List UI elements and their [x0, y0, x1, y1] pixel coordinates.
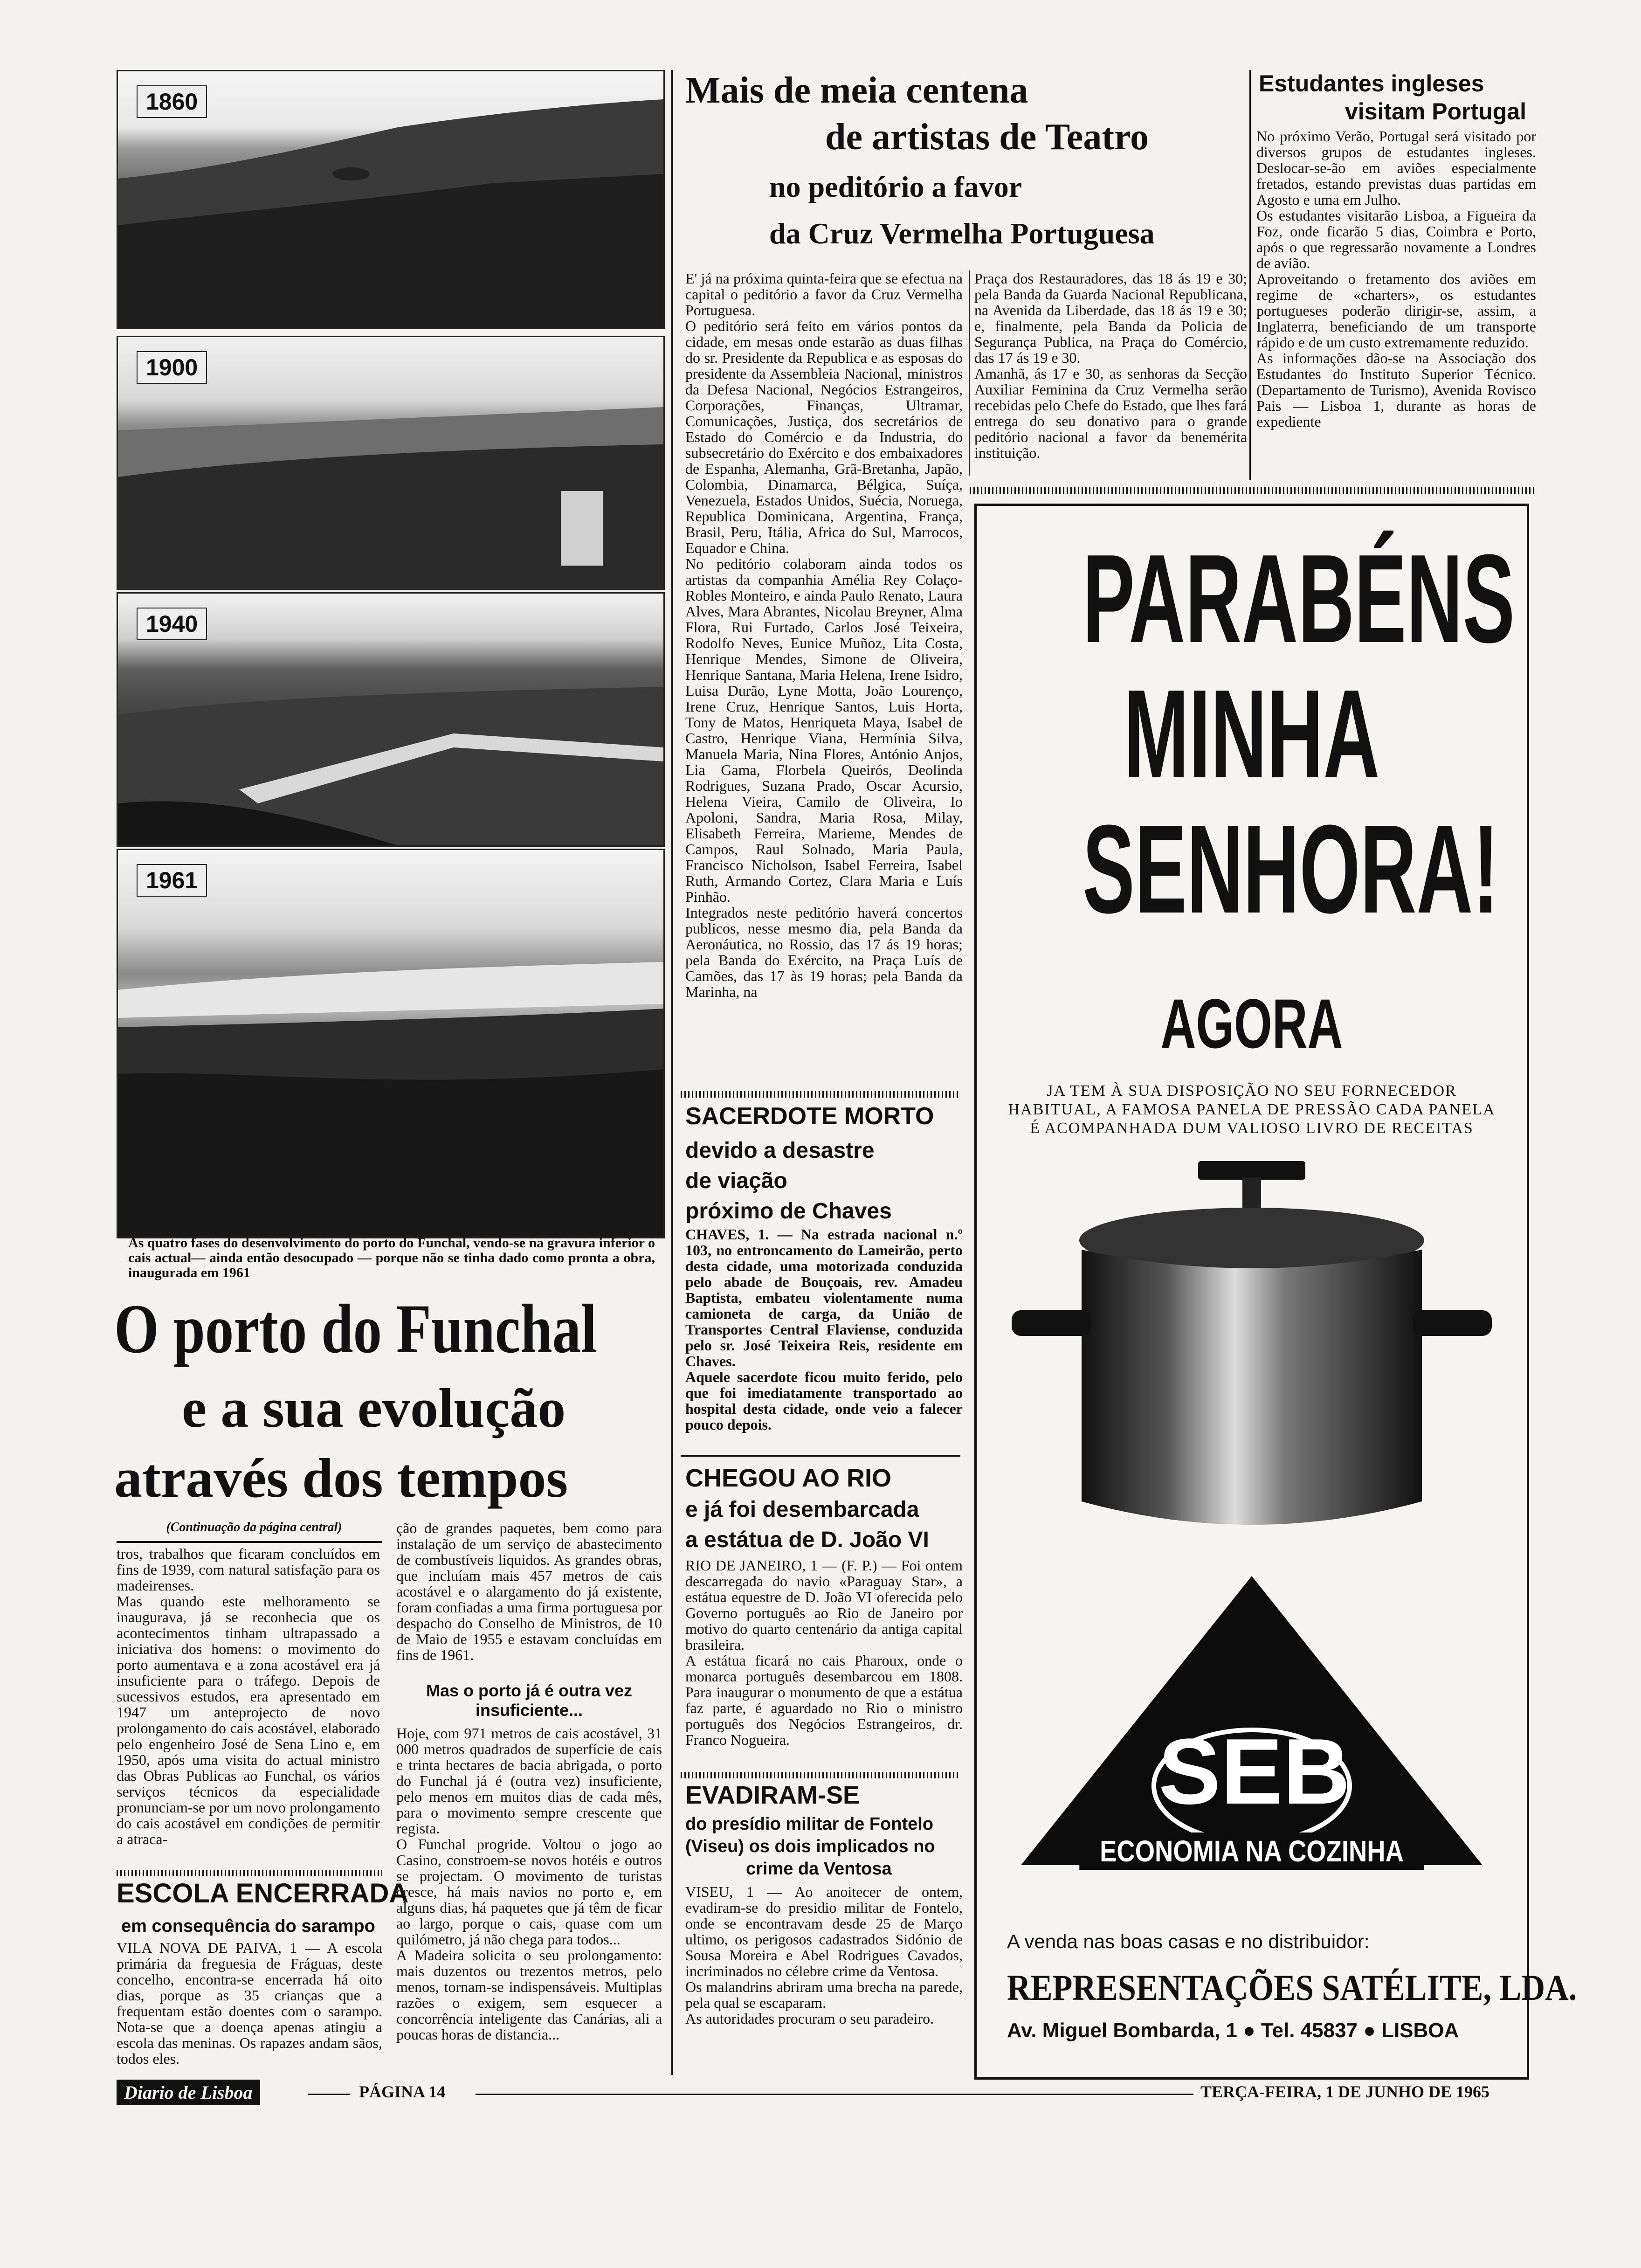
- photo-1900: [117, 336, 665, 590]
- photo-1961-image: [118, 850, 663, 1237]
- teatro-title-2: de artistas de Teatro: [825, 117, 1149, 158]
- evadiram-sub-1: do presídio militar de Fontelo: [685, 1814, 934, 1834]
- bullet-icon: ●: [1363, 2019, 1382, 2042]
- evadiram-body: VISEU, 1 — Ao anoitecer de ontem, evadiram-se do presidio militar de Fontelo, onde se encontravam desde 25 de Março ultimo, os perigosos cadastrados Sidónio de Sousa Moreira e Abel Rodrigues Cavados, incriminados no célebre crime da Ventosa. Os malandrins abriram uma brecha na parede, pela qual se escaparam. As autoridades procuram o seu paradeiro.: [685, 1884, 963, 2027]
- rule: [681, 1455, 960, 1457]
- sacerdote-title: SACERDOTE MORTO: [685, 1103, 934, 1130]
- photo-year-label: 1940: [137, 608, 207, 640]
- pressure-cooker-icon: [1007, 1156, 1496, 1576]
- teatro-title-4: da Cruz Vermelha Portuguesa: [769, 217, 1155, 250]
- ad-sale-line: A venda nas boas casas e no distribuidor:: [1007, 1930, 1370, 1952]
- dotted-rule: [117, 1870, 382, 1876]
- photo-year-label: 1961: [137, 864, 207, 897]
- photo-1961: [117, 849, 665, 1238]
- evadiram-sub-2: (Viseu) os dois implicados no: [685, 1837, 935, 1856]
- photo-year-label: 1900: [137, 351, 207, 384]
- escola-title: ESCOLA ENCERRADA: [117, 1878, 409, 1908]
- porto-continuation: (Continuação da página central): [166, 1520, 342, 1535]
- ad-description: JA TEM À SUA DISPOSIÇÃO NO SEU FORNECEDOR HABITUAL, A FAMOSA PANELA DE PRESSÃO CADA PANELA É ACOMPANHADA DUM VALIOSO LIVRO DE RECEITAS: [1008, 1082, 1496, 1137]
- column-divider: [969, 270, 970, 476]
- ad-line-parabens: PARABÉNS: [1083, 529, 1515, 669]
- sacerdote-sub-3: próximo de Chaves: [685, 1199, 892, 1224]
- footer-rule: [476, 2094, 1193, 2095]
- seb-slogan: ECONOMIA NA COZINHA: [1079, 1832, 1424, 1870]
- footer-rule: [308, 2094, 350, 2095]
- chegou-sub-1: e já foi desembarcada: [685, 1497, 919, 1522]
- dotted-rule: [970, 487, 1534, 494]
- sacerdote-sub-2: de viação: [685, 1169, 787, 1193]
- ad-line-agora: AGORA: [1160, 984, 1343, 1063]
- dotted-rule: [681, 1772, 960, 1778]
- escola-subtitle: em consequência do sarampo: [121, 1916, 375, 1936]
- porto-title-2: e a sua evolução: [182, 1377, 566, 1439]
- teatro-col2: Praça dos Restauradores, das 18 ás 19 e 30; pela Banda da Guarda Nacional Republicana, na Avenida da Liberdade, das 18 ás 19 e 30; e, finalmente, pela Banda da Policia de Segurança Publica, na Praça do Comércio, das 17 ás 19 e 30. Amanhã, ás 17 e 30, as senhoras da Secção Auxiliar Feminina da Cruz Vermelha serão recebidas pelo Chefe do Estado, que lhes fará entrega do seu donativo para o grande peditório nacional a favor da benemérita instituição.: [974, 270, 1247, 461]
- bullet-icon: ●: [1243, 2019, 1261, 2042]
- sacerdote-body: CHAVES, 1. — Na estrada nacional n.º 103, no entroncamento do Lameirão, perto desta cidade, uma motorizada conduzida pelo abade de Bouçoais, rev. Amadeu Baptista, embateu violentamente numa camioneta de carga, da União de Transportes Central Flaviense, conduzida pelo sr. José Teixeira Reis, residente em Chaves. Aquele sacerdote ficou muito ferido, pelo que foi imediatamente transportado ao hospital desta cidade, onde veio a falecer pouco depois.: [685, 1226, 963, 1433]
- porto-subhead: Mas o porto já é outra vez insuficiente...: [426, 1681, 633, 1720]
- footer-page: PÁGINA 14: [359, 2082, 446, 2101]
- evadiram-title: EVADIRAM-SE: [685, 1781, 860, 1809]
- escola-body: VILA NOVA DE PAIVA, 1 — A escola primária da freguesia de Fráguas, deste concelho, encontra-se encerrada há oito dias, porque as 35 crianças que a frequentam estão doentes com o sarampo. Nota-se que a doença apenas atingiu a escola das meninas. Os rapazes andam sãos, todos eles.: [117, 1940, 382, 2067]
- ad-address-phone: Tel. 45837: [1261, 2019, 1358, 2042]
- column-divider: [671, 70, 673, 2075]
- estudantes-title-2: visitam Portugal: [1345, 98, 1526, 124]
- chegou-sub-2: a estátua de D. João VI: [685, 1528, 929, 1552]
- ad-line-senhora: SENHORA!: [1083, 799, 1499, 940]
- porto-col2b: Hoje, com 971 metros de cais acostável, 31 000 metros quadrados de superfície de cais e trinta hectares de bacia abrigada, o porto do Funchal já é (outra vez) insuficiente, pelo menos em muitos dias de cada mês, para o movimento sempre crescente que regista. O Funchal progride. Voltou o jogo ao Casino, constroem-se novos hotéis e outros se projectam. O movimento de turistas cresce, há mais navios no porto e, em alguns dias, há paquetes que já têm de ficar ao largo, porque o cais, quase com um quilómetro, já não chega para todos... A Madeira solicita o seu prolongamento: mais duzentos ou trezentos metros, pelo menos, tornam-se indispensáveis. Multiplas razões o exigem, sem esquecer a concorrência inteligente das Canárias, ali a poucas horas de distancia...: [396, 1725, 662, 2043]
- porto-col1: tros, trabalhos que ficaram concluídos em fins de 1939, com natural satisfação para os madeirenses. Mas quando este melhoramento se inaugurava, já se reconhecia que os acontecimentos tinham ultrapassado a iniciativa dos homens: o movimento do porto aumentava e a zona acostável era já insuficiente para o tráfego. Depois de sucessivos estudos, era apresentado em 1947 um anteprojecto de novo prolongamento do cais acostável, elaborado pelo engenheiro José de Sena Lino e, em 1950, após uma visita do actual ministro das Obras Publicas ao Funchal, os vários serviços técnicos da especialidade pronunciam-se por um novo prolongamento do cais acostável em condições de permitir a atraca-: [117, 1546, 380, 1847]
- teatro-col1: E' já na próxima quinta-feira que se efectua na capital o peditório a favor da Cruz Vermelha Portuguesa. O peditório será feito em vários pontos da cidade, em mesas onde estarão as duas filhas do sr. Presidente da Republica e as esposas do presidente da Assembleia Nacional, ministros da Defesa Nacional, Negócios Estrangeiros, Corporações, Finanças, Ultramar, Comunicações, Justiça, dos secretários de Estado do Comércio e da Industria, do subsecretário do Exército e dos embaixadores de Espanha, Alemanha, Grã-Bretanha, Japão, Colombia, Dinamarca, Bélgica, Suíça, Venezuela, Estados Unidos, Suécia, Noruega, Republica Dominicana, Argentina, França, Brasil, Peru, Itália, Africa do Sul, Marrocos, Equador e China. No peditório colaboram ainda todos os artistas da companhia Amélia Rey Colaço-Robles Monteiro, e ainda Paulo Renato, Laura Alves, Mara Abrantes, Nicolau Breyner, Alma Flora, Rui Furtado, Carlos José Teixeira, Rodolfo Neves, Eunice Muñoz, Lita Costa, Henrique Mendes, Simone de Oliveira, Henrique Santana, Maria Helena, Irene Isidro, Luisa Durão, Lyne Motta, João Lourenço, Irene Cruz, Henrique Santos, Luis Horta, Tony de Matos, Henriqueta Maya, Isabel de Castro, Henrique Viana, Hermínia Silva, Manuela Maria, Nina Flores, António Anjos, Lia Gama, Florbela Queirós, Deolinda Rodrigues, Suzana Prado, Oscar Acursio, Helena Vieira, Camilo de Oliveira, Io Apoloni, Sandra, Maria Rosa, Milay, Elisabeth Ferreira, Marieme, Mendes de Campos, Raul Solnado, Maria Paula, Francisco Nicholson, Isabel Ferreira, Isabel Ruth, Armando Cortez, Clara Maria e Luís Pinhão. Integrados neste peditório haverá concertos publicos, nesse mesmo dia, pela Banda da Aeronáutica, no Rossio, das 17 ás 19 horas; pela Banda do Exército, na Praça Luís de Camões, das 17 às 19 horas; pela Banda da Marinha, na: [685, 270, 963, 1000]
- masthead-logo: Diario de Lisboa: [117, 2080, 260, 2105]
- teatro-title-3: no peditório a favor: [769, 170, 1022, 203]
- chegou-title: CHEGOU AO RIO: [685, 1464, 892, 1492]
- porto-title-3: através dos tempos: [114, 1447, 568, 1509]
- rule: [117, 1541, 382, 1543]
- ad-address-street: Av. Miguel Bombarda, 1: [1007, 2019, 1237, 2042]
- photo-year-label: 1860: [137, 85, 207, 118]
- column-divider: [1249, 70, 1251, 480]
- evadiram-sub-3: crime da Ventosa: [746, 1859, 892, 1879]
- sacerdote-sub-1: devido a desastre: [685, 1138, 875, 1163]
- chegou-body: RIO DE JANEIRO, 1 — (F. P.) — Foi ontem descarregada do navio «Paraguay Star», a estátua equestre de D. João VI oferecida pelo Governo português ao Rio de Janeiro por motivo do quarto centenário da antiga capital brasileira. A estátua ficará no cais Pharoux, onde o monarca português desembarcou em 1808. Para inaugurar o monumento de que a estátua faz parte, é aguardado no Rio o ministro português dos Negócios Estrangeiros, dr. Franco Nogueira.: [685, 1557, 963, 1748]
- photo-1860: [117, 70, 665, 329]
- estudantes-body: No próximo Verão, Portugal será visitado por diversos grupos de estudantes ingleses. Deslocar-se-ão em aviões especialmente fretados, estando previstas duas partidas em Agosto e uma em Julho. Os estudantes visitarão Lisboa, a Figueira da Foz, onde ficarão 5 dias, Coimbra e Porto, após o que regressarão novamente a Londres de avião. Aproveitando o fretamento dos aviões em regime de «charters», os estudantes portugueses poderão dirigir-se, assim, a Inglaterra, beneficiando de um transporte rápido e de um custo extremamente reduzido. As informações dão-se na Associação dos Estudantes do Instituto Superior Técnico. (Departamento de Turismo), Avenida Rovisco Pais — Lisboa 1, durante as horas de expediente: [1256, 128, 1536, 430]
- photo-1940: [117, 592, 665, 847]
- teatro-title-1: Mais de meia centena: [685, 70, 1028, 111]
- footer-date: TERÇA-FEIRA, 1 DE JUNHO DE 1965: [1200, 2082, 1490, 2101]
- seb-brand: SEB: [1158, 1720, 1351, 1824]
- ad-address: [1007, 2019, 1459, 2042]
- estudantes-title-1: Estudantes ingleses: [1259, 70, 1484, 97]
- porto-col2a: ção de grandes paquetes, bem como para instalação de um serviço de abastecimento de combustíveis liquidos. As grandes obras, que incluíam mais 457 metros de cais acostável e o alargamento do já existente, foram confiadas a uma firma portuguesa por despacho do Conselho de Ministros, de 10 de Maio de 1955 e estavam concluídas em fins de 1961.: [396, 1520, 662, 1663]
- ad-distributor: REPRESENTAÇÕES SATÉLITE, LDA.: [1007, 1967, 1577, 2008]
- photo-caption: As quatro fases do desenvolvimento do porto do Funchal, vendo-se na gravura inferior o cais actual— ainda então desocupado — porque não se tinha dado como pronta a obra, inaugurada em 1961: [128, 1235, 655, 1280]
- ad-line-minha: MINHA: [1124, 664, 1380, 804]
- ad-address-city: LISBOA: [1381, 2019, 1459, 2042]
- dotted-rule: [681, 1091, 960, 1098]
- porto-title-1: O porto do Funchal: [114, 1290, 597, 1368]
